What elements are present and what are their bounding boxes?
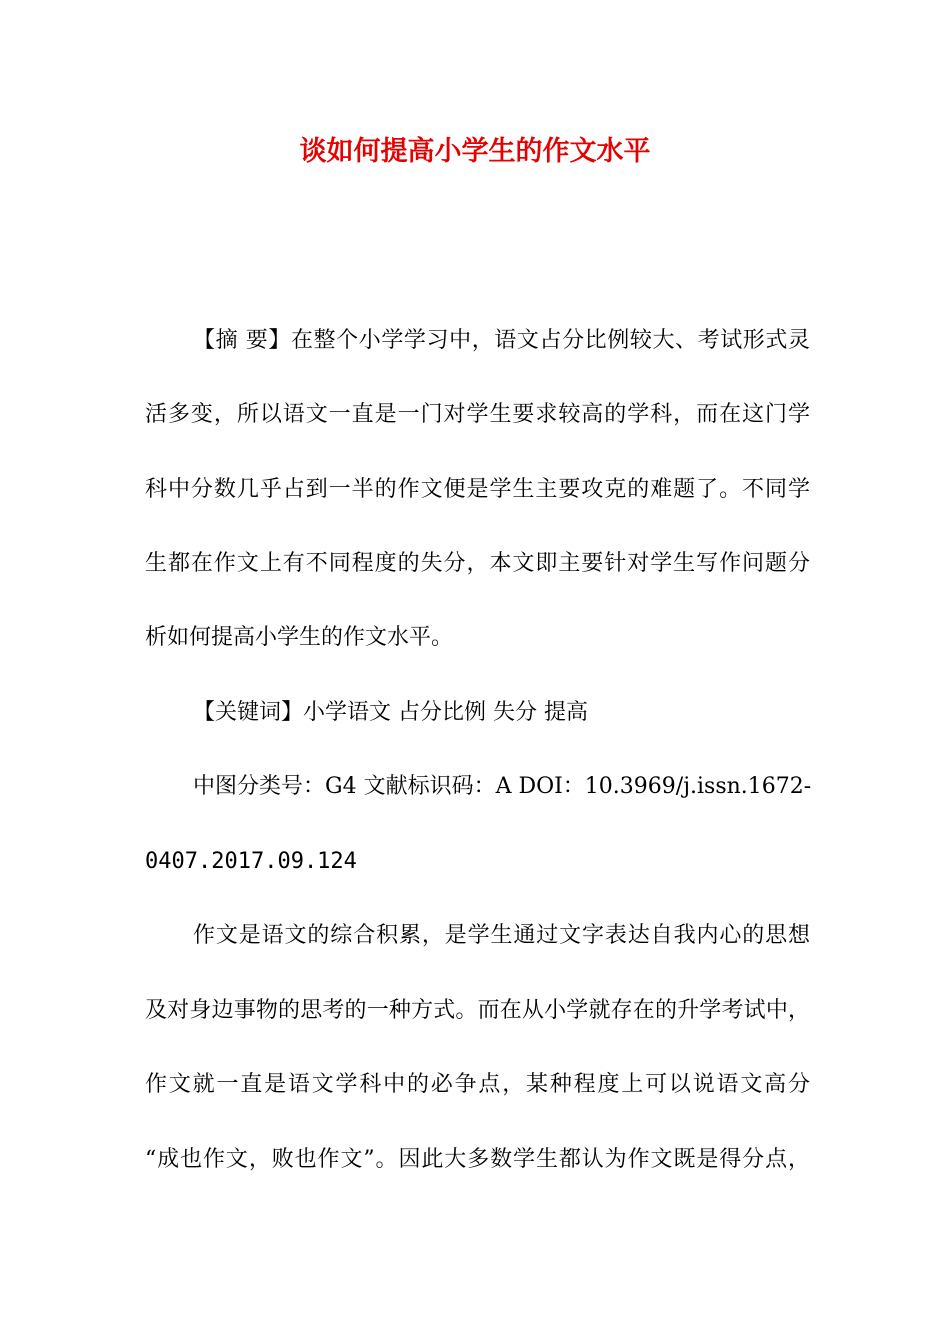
abstract-line: 析如何提高小学生的作文水平。 xyxy=(145,625,454,650)
keywords-line: 【关键词】小学语文 占分比例 失分 提高 xyxy=(193,700,588,725)
classification-line: 中图分类号：G4 文献标识码：A DOI：10.3969/j.issn.1672- xyxy=(193,774,812,799)
classification-line: 0407.2017.09.124 xyxy=(145,849,357,874)
abstract-line: 【摘 要】在整个小学学习中，语文占分比例较大、考试形式灵 xyxy=(193,328,810,353)
body-line: 作文是语文的综合积累，是学生通过文字表达自我内心的思想 xyxy=(193,923,810,948)
document-title: 谈如何提高小学生的作文水平 xyxy=(299,136,651,167)
abstract-line: 科中分数几乎占到一半的作文便是学生主要攻克的难题了。不同学 xyxy=(145,477,810,502)
abstract-line: 生都在作文上有不同程度的失分，本文即主要针对学生写作问题分 xyxy=(145,551,810,576)
body-line: 及对身边事物的思考的一种方式。而在从小学就存在的升学考试中， xyxy=(145,998,810,1023)
body-line: “成也作文，败也作文”。因此大多数学生都认为作文既是得分点， xyxy=(145,1147,810,1172)
body-line: 作文就一直是语文学科中的必争点，某种程度上可以说语文高分 xyxy=(145,1072,810,1097)
abstract-line: 活多变，所以语文一直是一门对学生要求较高的学科，而在这门学 xyxy=(145,402,810,427)
